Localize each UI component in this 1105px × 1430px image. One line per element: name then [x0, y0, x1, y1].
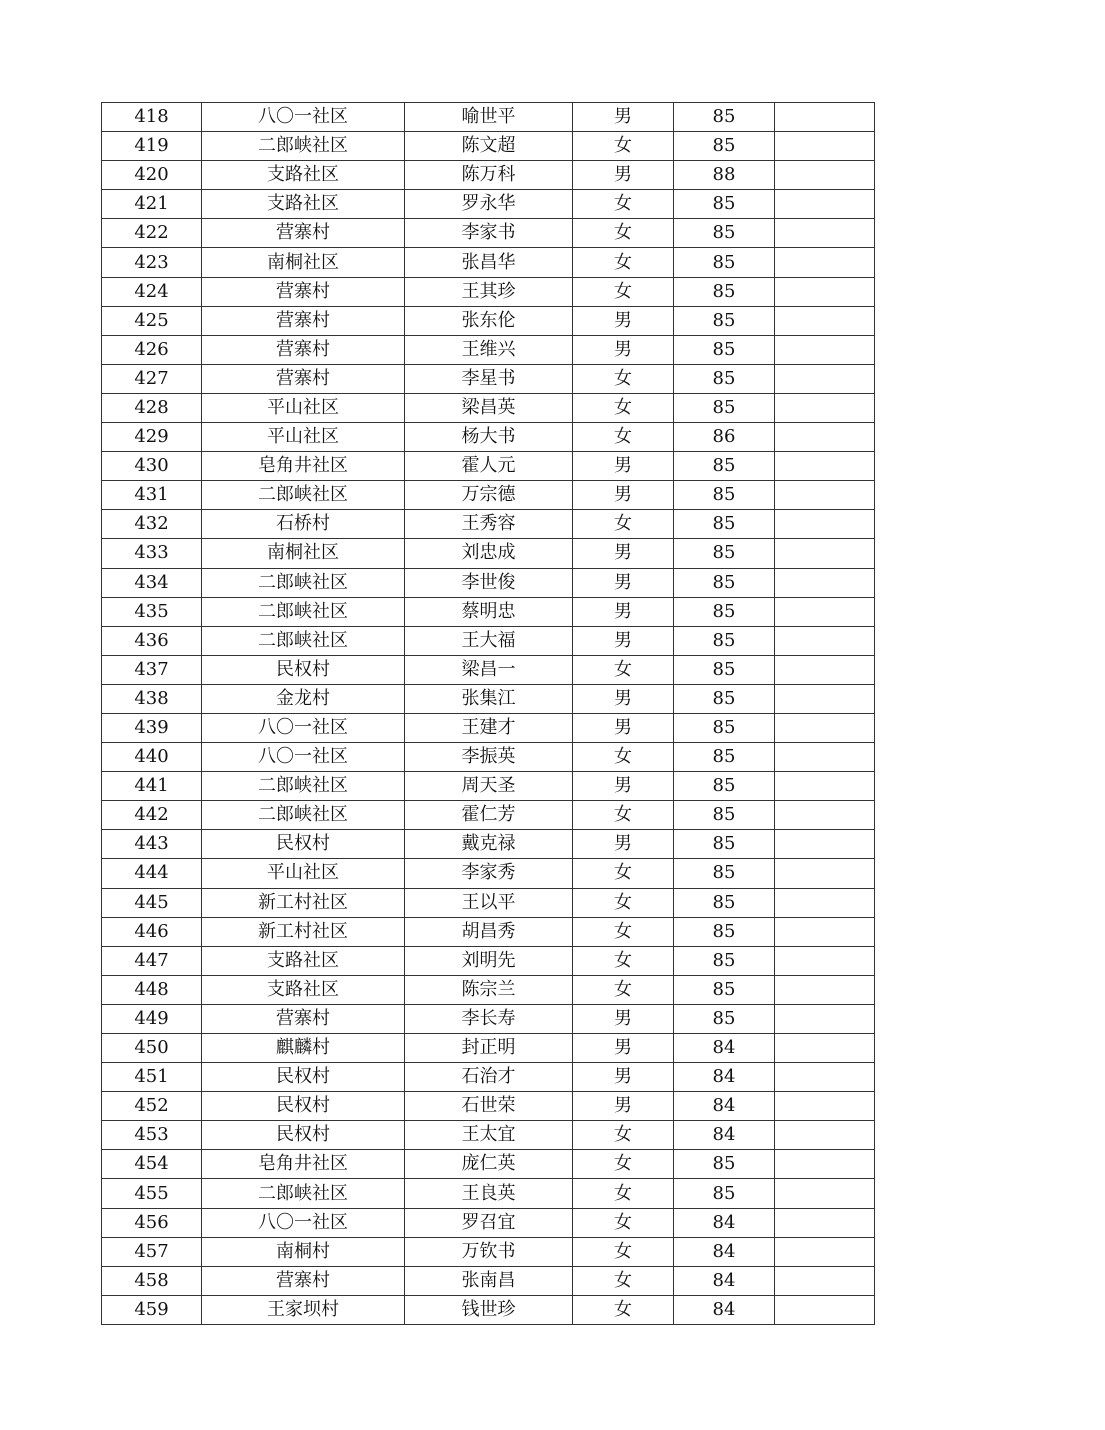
row-number-cell: 446: [102, 917, 202, 946]
table-row: [102, 423, 875, 452]
score-cell: 85: [674, 888, 775, 917]
name-cell: 王秀容: [405, 510, 573, 539]
community-cell: 二郎峡社区: [202, 801, 405, 830]
table-row: [102, 393, 875, 422]
name-cell: 王以平: [405, 888, 573, 917]
score-cell: 85: [674, 277, 775, 306]
gender-cell: 男: [573, 713, 674, 742]
gender-cell: 男: [573, 830, 674, 859]
table-row: [102, 946, 875, 975]
score-cell: 85: [674, 1179, 775, 1208]
name-cell: 胡昌秀: [405, 917, 573, 946]
row-number-cell: 456: [102, 1208, 202, 1237]
gender-cell: 女: [573, 219, 674, 248]
community-cell: 二郎峡社区: [202, 626, 405, 655]
row-number-cell: 418: [102, 103, 202, 132]
gender-cell: 男: [573, 452, 674, 481]
table-row: [102, 1063, 875, 1092]
gender-cell: 男: [573, 568, 674, 597]
row-number-cell: 452: [102, 1092, 202, 1121]
score-cell: 85: [674, 946, 775, 975]
note-cell: [775, 1295, 875, 1324]
score-cell: 85: [674, 452, 775, 481]
row-number-cell: 437: [102, 655, 202, 684]
community-cell: 民权村: [202, 830, 405, 859]
table-row: [102, 539, 875, 568]
note-cell: [775, 335, 875, 364]
score-cell: 85: [674, 248, 775, 277]
community-cell: 皂角井社区: [202, 1150, 405, 1179]
table-row: [102, 219, 875, 248]
row-number-cell: 429: [102, 423, 202, 452]
note-cell: [775, 1004, 875, 1033]
community-cell: 营寨村: [202, 364, 405, 393]
table-row: [102, 1004, 875, 1033]
name-cell: 李星书: [405, 364, 573, 393]
row-number-cell: 457: [102, 1237, 202, 1266]
table-row: [102, 1295, 875, 1324]
note-cell: [775, 277, 875, 306]
name-cell: 陈宗兰: [405, 975, 573, 1004]
community-cell: 营寨村: [202, 1004, 405, 1033]
table-row: [102, 132, 875, 161]
table-row: [102, 1179, 875, 1208]
community-cell: 支路社区: [202, 161, 405, 190]
table-row: [102, 1121, 875, 1150]
score-cell: 85: [674, 1004, 775, 1033]
score-cell: 85: [674, 743, 775, 772]
score-cell: 85: [674, 190, 775, 219]
gender-cell: 女: [573, 1266, 674, 1295]
row-number-cell: 453: [102, 1121, 202, 1150]
community-cell: 石桥村: [202, 510, 405, 539]
roster-body: [102, 103, 875, 1325]
community-cell: 二郎峡社区: [202, 772, 405, 801]
community-cell: 二郎峡社区: [202, 132, 405, 161]
note-cell: [775, 859, 875, 888]
score-cell: 85: [674, 132, 775, 161]
community-cell: 民权村: [202, 655, 405, 684]
score-cell: 86: [674, 423, 775, 452]
row-number-cell: 433: [102, 539, 202, 568]
row-number-cell: 423: [102, 248, 202, 277]
row-number-cell: 447: [102, 946, 202, 975]
table-row: [102, 859, 875, 888]
note-cell: [775, 539, 875, 568]
row-number-cell: 450: [102, 1034, 202, 1063]
row-number-cell: 432: [102, 510, 202, 539]
community-cell: 平山社区: [202, 423, 405, 452]
score-cell: 85: [674, 917, 775, 946]
gender-cell: 女: [573, 1295, 674, 1324]
row-number-cell: 440: [102, 743, 202, 772]
table-row: [102, 626, 875, 655]
note-cell: [775, 423, 875, 452]
table-row: [102, 248, 875, 277]
gender-cell: 男: [573, 772, 674, 801]
note-cell: [775, 568, 875, 597]
note-cell: [775, 132, 875, 161]
table-row: [102, 277, 875, 306]
name-cell: 喻世平: [405, 103, 573, 132]
name-cell: 万钦书: [405, 1237, 573, 1266]
row-number-cell: 441: [102, 772, 202, 801]
gender-cell: 女: [573, 364, 674, 393]
note-cell: [775, 306, 875, 335]
gender-cell: 女: [573, 859, 674, 888]
gender-cell: 女: [573, 975, 674, 1004]
gender-cell: 男: [573, 684, 674, 713]
score-cell: 84: [674, 1121, 775, 1150]
table-row: [102, 1266, 875, 1295]
community-cell: 营寨村: [202, 277, 405, 306]
gender-cell: 男: [573, 1034, 674, 1063]
score-cell: 84: [674, 1237, 775, 1266]
table-row: [102, 975, 875, 1004]
name-cell: 罗召宜: [405, 1208, 573, 1237]
name-cell: 梁昌英: [405, 393, 573, 422]
gender-cell: 男: [573, 103, 674, 132]
community-cell: 营寨村: [202, 1266, 405, 1295]
table-row: [102, 190, 875, 219]
gender-cell: 女: [573, 917, 674, 946]
name-cell: 张南昌: [405, 1266, 573, 1295]
row-number-cell: 445: [102, 888, 202, 917]
community-cell: 新工村社区: [202, 917, 405, 946]
table-row: [102, 481, 875, 510]
name-cell: 张东伦: [405, 306, 573, 335]
note-cell: [775, 190, 875, 219]
community-cell: 八〇一社区: [202, 1208, 405, 1237]
note-cell: [775, 626, 875, 655]
gender-cell: 女: [573, 1237, 674, 1266]
row-number-cell: 419: [102, 132, 202, 161]
name-cell: 王其珍: [405, 277, 573, 306]
row-number-cell: 444: [102, 859, 202, 888]
community-cell: 二郎峡社区: [202, 481, 405, 510]
gender-cell: 女: [573, 655, 674, 684]
community-cell: 营寨村: [202, 306, 405, 335]
name-cell: 蔡明忠: [405, 597, 573, 626]
row-number-cell: 427: [102, 364, 202, 393]
note-cell: [775, 1150, 875, 1179]
row-number-cell: 430: [102, 452, 202, 481]
row-number-cell: 424: [102, 277, 202, 306]
gender-cell: 女: [573, 1179, 674, 1208]
table-row: [102, 655, 875, 684]
community-cell: 八〇一社区: [202, 743, 405, 772]
score-cell: 85: [674, 830, 775, 859]
note-cell: [775, 1121, 875, 1150]
score-cell: 84: [674, 1266, 775, 1295]
community-cell: 支路社区: [202, 190, 405, 219]
name-cell: 陈万科: [405, 161, 573, 190]
community-cell: 二郎峡社区: [202, 597, 405, 626]
score-cell: 85: [674, 481, 775, 510]
score-cell: 85: [674, 103, 775, 132]
table-row: [102, 917, 875, 946]
name-cell: 霍仁芳: [405, 801, 573, 830]
note-cell: [775, 684, 875, 713]
note-cell: [775, 772, 875, 801]
row-number-cell: 428: [102, 393, 202, 422]
score-cell: 85: [674, 859, 775, 888]
table-row: [102, 306, 875, 335]
score-cell: 85: [674, 772, 775, 801]
note-cell: [775, 219, 875, 248]
note-cell: [775, 946, 875, 975]
row-number-cell: 436: [102, 626, 202, 655]
note-cell: [775, 364, 875, 393]
score-cell: 85: [674, 306, 775, 335]
note-cell: [775, 1266, 875, 1295]
community-cell: 平山社区: [202, 393, 405, 422]
community-cell: 八〇一社区: [202, 103, 405, 132]
row-number-cell: 449: [102, 1004, 202, 1033]
note-cell: [775, 103, 875, 132]
score-cell: 85: [674, 684, 775, 713]
gender-cell: 男: [573, 1063, 674, 1092]
gender-cell: 男: [573, 335, 674, 364]
table-row: [102, 1034, 875, 1063]
name-cell: 王良英: [405, 1179, 573, 1208]
gender-cell: 男: [573, 597, 674, 626]
name-cell: 封正明: [405, 1034, 573, 1063]
score-cell: 85: [674, 335, 775, 364]
table-row: [102, 1150, 875, 1179]
name-cell: 庞仁英: [405, 1150, 573, 1179]
name-cell: 罗永华: [405, 190, 573, 219]
table-row: [102, 801, 875, 830]
name-cell: 王太宜: [405, 1121, 573, 1150]
note-cell: [775, 801, 875, 830]
note-cell: [775, 1179, 875, 1208]
community-cell: 支路社区: [202, 946, 405, 975]
community-cell: 民权村: [202, 1063, 405, 1092]
name-cell: 王大福: [405, 626, 573, 655]
gender-cell: 女: [573, 393, 674, 422]
name-cell: 刘忠成: [405, 539, 573, 568]
gender-cell: 男: [573, 626, 674, 655]
row-number-cell: 455: [102, 1179, 202, 1208]
row-number-cell: 425: [102, 306, 202, 335]
gender-cell: 女: [573, 132, 674, 161]
community-cell: 支路社区: [202, 975, 405, 1004]
row-number-cell: 443: [102, 830, 202, 859]
score-cell: 84: [674, 1092, 775, 1121]
table-row: [102, 452, 875, 481]
gender-cell: 男: [573, 306, 674, 335]
table-row: [102, 364, 875, 393]
gender-cell: 女: [573, 1121, 674, 1150]
name-cell: 李家秀: [405, 859, 573, 888]
score-cell: 88: [674, 161, 775, 190]
score-cell: 85: [674, 1150, 775, 1179]
note-cell: [775, 248, 875, 277]
table-row: [102, 1237, 875, 1266]
gender-cell: 男: [573, 161, 674, 190]
note-cell: [775, 888, 875, 917]
gender-cell: 男: [573, 1004, 674, 1033]
table-row: [102, 161, 875, 190]
name-cell: 刘明先: [405, 946, 573, 975]
row-number-cell: 454: [102, 1150, 202, 1179]
gender-cell: 女: [573, 743, 674, 772]
row-number-cell: 438: [102, 684, 202, 713]
score-cell: 85: [674, 539, 775, 568]
row-number-cell: 435: [102, 597, 202, 626]
score-cell: 84: [674, 1208, 775, 1237]
name-cell: 张昌华: [405, 248, 573, 277]
row-number-cell: 448: [102, 975, 202, 1004]
note-cell: [775, 1034, 875, 1063]
note-cell: [775, 393, 875, 422]
table-row: [102, 684, 875, 713]
score-cell: 85: [674, 393, 775, 422]
score-cell: 85: [674, 801, 775, 830]
name-cell: 王建才: [405, 713, 573, 742]
note-cell: [775, 510, 875, 539]
community-cell: 南桐社区: [202, 248, 405, 277]
score-cell: 85: [674, 510, 775, 539]
row-number-cell: 439: [102, 713, 202, 742]
gender-cell: 男: [573, 481, 674, 510]
row-number-cell: 434: [102, 568, 202, 597]
score-cell: 84: [674, 1295, 775, 1324]
note-cell: [775, 830, 875, 859]
gender-cell: 女: [573, 277, 674, 306]
note-cell: [775, 1092, 875, 1121]
name-cell: 李家书: [405, 219, 573, 248]
name-cell: 石世荣: [405, 1092, 573, 1121]
score-cell: 85: [674, 568, 775, 597]
gender-cell: 女: [573, 1208, 674, 1237]
name-cell: 李长寿: [405, 1004, 573, 1033]
name-cell: 周天圣: [405, 772, 573, 801]
gender-cell: 女: [573, 248, 674, 277]
score-cell: 84: [674, 1034, 775, 1063]
community-cell: 二郎峡社区: [202, 1179, 405, 1208]
gender-cell: 女: [573, 888, 674, 917]
table-row: [102, 713, 875, 742]
community-cell: 南桐社区: [202, 539, 405, 568]
row-number-cell: 459: [102, 1295, 202, 1324]
table-row: [102, 335, 875, 364]
note-cell: [775, 1063, 875, 1092]
name-cell: 杨大书: [405, 423, 573, 452]
table-row: [102, 1208, 875, 1237]
gender-cell: 女: [573, 1150, 674, 1179]
community-cell: 营寨村: [202, 219, 405, 248]
name-cell: 石治才: [405, 1063, 573, 1092]
table-row: [102, 1092, 875, 1121]
score-cell: 85: [674, 655, 775, 684]
community-cell: 民权村: [202, 1121, 405, 1150]
name-cell: 戴克禄: [405, 830, 573, 859]
gender-cell: 女: [573, 801, 674, 830]
roster-table: [101, 102, 875, 1325]
score-cell: 85: [674, 626, 775, 655]
row-number-cell: 451: [102, 1063, 202, 1092]
note-cell: [775, 597, 875, 626]
table-row: [102, 772, 875, 801]
row-number-cell: 420: [102, 161, 202, 190]
gender-cell: 女: [573, 946, 674, 975]
row-number-cell: 442: [102, 801, 202, 830]
name-cell: 梁昌一: [405, 655, 573, 684]
community-cell: 南桐村: [202, 1237, 405, 1266]
name-cell: 李振英: [405, 743, 573, 772]
score-cell: 85: [674, 364, 775, 393]
community-cell: 八〇一社区: [202, 713, 405, 742]
table-row: [102, 830, 875, 859]
row-number-cell: 426: [102, 335, 202, 364]
score-cell: 84: [674, 1063, 775, 1092]
gender-cell: 女: [573, 510, 674, 539]
community-cell: 金龙村: [202, 684, 405, 713]
score-cell: 85: [674, 713, 775, 742]
row-number-cell: 431: [102, 481, 202, 510]
gender-cell: 女: [573, 423, 674, 452]
row-number-cell: 458: [102, 1266, 202, 1295]
note-cell: [775, 743, 875, 772]
note-cell: [775, 1237, 875, 1266]
note-cell: [775, 452, 875, 481]
community-cell: 民权村: [202, 1092, 405, 1121]
score-cell: 85: [674, 219, 775, 248]
table-row: [102, 103, 875, 132]
gender-cell: 男: [573, 1092, 674, 1121]
table-row: [102, 743, 875, 772]
name-cell: 张集江: [405, 684, 573, 713]
table-row: [102, 888, 875, 917]
gender-cell: 女: [573, 190, 674, 219]
community-cell: 皂角井社区: [202, 452, 405, 481]
note-cell: [775, 161, 875, 190]
table-row: [102, 568, 875, 597]
table-row: [102, 510, 875, 539]
community-cell: 营寨村: [202, 335, 405, 364]
name-cell: 陈文超: [405, 132, 573, 161]
name-cell: 王维兴: [405, 335, 573, 364]
name-cell: 李世俊: [405, 568, 573, 597]
community-cell: 王家坝村: [202, 1295, 405, 1324]
score-cell: 85: [674, 975, 775, 1004]
note-cell: [775, 655, 875, 684]
note-cell: [775, 713, 875, 742]
note-cell: [775, 481, 875, 510]
note-cell: [775, 1208, 875, 1237]
gender-cell: 男: [573, 539, 674, 568]
table-row: [102, 597, 875, 626]
name-cell: 万宗德: [405, 481, 573, 510]
row-number-cell: 421: [102, 190, 202, 219]
community-cell: 新工村社区: [202, 888, 405, 917]
name-cell: 钱世珍: [405, 1295, 573, 1324]
name-cell: 霍人元: [405, 452, 573, 481]
community-cell: 二郎峡社区: [202, 568, 405, 597]
note-cell: [775, 975, 875, 1004]
community-cell: 平山社区: [202, 859, 405, 888]
score-cell: 85: [674, 597, 775, 626]
community-cell: 麒麟村: [202, 1034, 405, 1063]
note-cell: [775, 917, 875, 946]
row-number-cell: 422: [102, 219, 202, 248]
